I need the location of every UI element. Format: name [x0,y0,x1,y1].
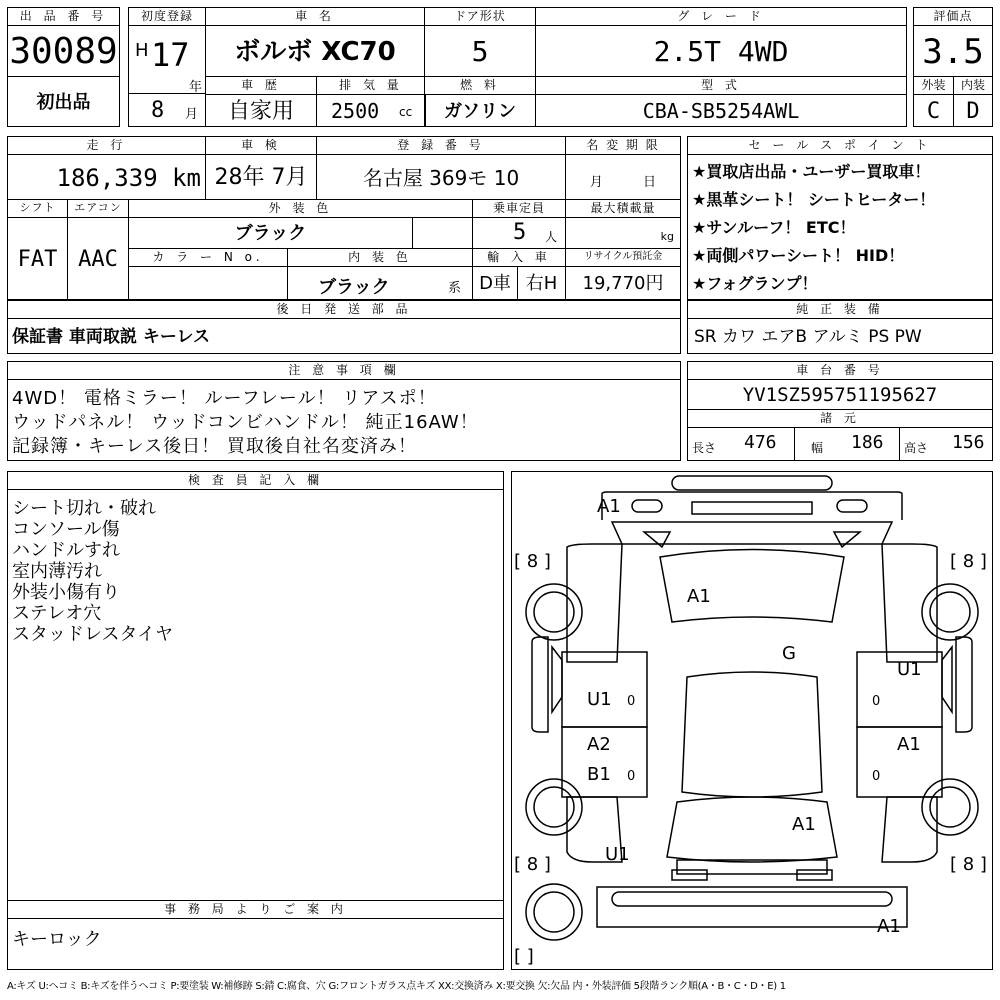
month-unit: 月 [185,107,199,122]
capacity-label: 乗車定員 [472,199,566,218]
damage-mark: A1 [597,496,621,517]
ext-grade: C [913,94,954,127]
fuel-label: 燃 料 [424,76,536,95]
first-registration-month [128,93,206,127]
sill-right [956,637,972,732]
wheel-rear-left-inner [534,787,574,827]
damage-mark: A1 [877,916,901,937]
sales-point: ★両側パワーシート！ HID！ [692,246,905,265]
tire-mark: [ 8 ] [514,854,551,875]
inspector-line: スタッドレスタイヤ [12,624,174,645]
ext-grade-label: 外装 [913,76,954,95]
damage-mark: G [782,643,796,664]
import-label: 輸 入 車 [472,248,566,267]
notes-label: 注 意 事 項 欄 [7,361,681,380]
damage-mark: A1 [792,814,816,835]
inspector-line: 室内薄汚れ [12,561,102,582]
model: CBA-SB5254AWL [535,94,907,127]
name-change-label: 名 変 期 限 [565,136,681,155]
sales-points-label: セ ー ル ス ポ イ ン ト [687,136,993,155]
ext-color: ブラック [128,217,413,249]
doors: 5 [424,25,536,77]
name-change: 月 日 [565,154,681,200]
displacement-unit: cc [399,105,413,119]
capacity: 5 [513,220,527,245]
inspector-line: コンソール傷 [12,519,120,540]
reg-month: 8 [151,98,165,123]
capacity-unit: 人 [545,230,558,244]
displacement-cell [316,94,426,127]
front-bumper-edge [672,476,832,490]
damage-mark: U1 [587,689,612,710]
wheel-rear-right-inner [930,787,970,827]
damage-mark: U1 [897,659,922,680]
recycle-label: リサイクル預託金 [565,248,681,267]
max-load-label: 最大積載量 [565,199,681,218]
wheel-front-right-inner [930,592,970,632]
rear-bumper [597,887,907,927]
later-parts: 保証書 車両取説 キーレス [7,318,681,354]
damage-mark: A1 [687,586,711,607]
damage-mark: A1 [897,734,921,755]
car-name-label: 車 名 [205,7,425,26]
ext-color-label: 外 装 色 [128,199,473,218]
sales-point: ★買取店出品・ユーザー買取車！ [692,162,931,181]
lot-number: 30089 [7,25,120,77]
car-diagram-svg [512,472,992,969]
inspector-notes [7,489,504,901]
rear-bumper-strip [612,892,892,906]
score: 3.5 [913,25,993,77]
tire-mark: [ 8 ] [514,551,551,572]
tire-mark: [ 8 ] [950,854,987,875]
max-load-unit: kg [660,230,674,243]
damage-mark: A2 [587,734,611,755]
note-line: 4WD！ 電格ミラー！ ルーフレール！ リアスポ！ [12,388,437,409]
displacement: 2500 [331,99,380,123]
front-bumper [602,492,902,520]
mileage: 186,339 km [7,154,206,200]
mirror-right [942,647,952,712]
sales-point: ★黒革シート！ シートヒーター！ [692,190,936,209]
color-no-label: カ ラ ー N o. [128,248,288,267]
lot-number-label: 出 品 番 号 [7,7,120,26]
car-name: ボルボ XC70 [205,25,425,77]
first-registration-label: 初度登録 [128,7,206,26]
score-label: 評価点 [913,7,993,26]
inspector-label: 検 査 員 記 入 欄 [7,471,504,490]
sales-point: ★フォグランプ！ [692,274,818,293]
wheel-front-left-inner [534,592,574,632]
door-label: ドア形状 [424,7,536,26]
front-fender-left [567,544,622,662]
damage-mark: U1 [605,844,630,865]
spec-length-label: 長さ [692,441,717,455]
color-no [128,266,288,300]
int-grade: D [953,94,993,127]
inspection-label: 車 検 [205,136,317,155]
first-listing: 初出品 [7,76,120,127]
model-label: 型 式 [535,76,907,95]
chassis-number: YV1SZ595751195627 [687,379,993,410]
tire-mark: [ ] [514,946,534,967]
history: 自家用 [205,94,317,127]
spare-tire-inner [534,892,574,932]
spec-length [687,427,795,461]
int-grade-label: 内装 [953,76,993,95]
chassis-label: 車 台 番 号 [687,361,993,380]
max-load [565,217,681,249]
ext-color-extra [412,217,473,249]
history-label: 車 歴 [205,76,317,95]
legend: A:キズ U:ヘコミ B:キズを伴うヘコミ P:要塗装 W:補修跡 S:錆 C:腐食、穴 G:フロントガラス点キズ XX:交換済み X:要交換 欠:欠品 内・外装評価 5段階ランク順(A・B・C・D・E) 1 [7,981,786,992]
notes [7,379,681,461]
condition-mark: 0 [627,769,636,784]
damage-diagram [511,471,993,970]
era: H [135,40,149,61]
shift: FAT [7,217,68,300]
spec-width [794,427,900,461]
mirror-left [552,647,562,712]
spec-width-value: 186 [851,432,884,453]
capacity-cell [472,217,566,249]
mileage-label: 走 行 [7,136,206,155]
shift-label: シフト [7,199,68,218]
condition-mark: 0 [627,694,636,709]
specs-label: 諸 元 [687,409,993,428]
ac: AAC [67,217,129,300]
front-fender-right [882,544,937,662]
tire-mark: [ 8 ] [950,551,987,572]
later-parts-label: 後 日 発 送 部 品 [7,300,681,319]
spec-height [899,427,993,461]
fuel: ガソリン [424,94,536,127]
inspector-line: ステレオ穴 [12,603,102,624]
int-color-cell [287,266,473,300]
import: D車 [472,266,518,300]
front-light-right [837,500,867,512]
equipment: SR カワ エアB アルミ PS PW [687,318,993,354]
office-label: 事 務 局 よ り ご 案 内 [7,900,504,919]
office-note: キーロック [7,918,504,970]
steering: 右H [517,266,566,300]
plate-label: 登 録 番 号 [316,136,566,155]
roof [682,672,822,797]
inspection: 28年 7月 [205,154,317,200]
recycle: 19,770円 [565,266,681,300]
grade: 2.5T 4WD [535,25,907,77]
rear-fender-right [882,797,937,862]
first-registration-year [128,25,206,94]
spec-length-value: 476 [744,432,777,453]
year-unit: 年 [189,80,203,94]
spec-height-value: 156 [952,432,985,453]
reg-year: 17 [151,36,190,74]
spec-height-label: 高さ [904,441,929,455]
condition-mark: 0 [872,769,881,784]
plate: 名古屋 369モ 10 [316,154,566,200]
sales-point: ★サンルーフ！ ETC！ [692,218,856,237]
front-grille [692,502,812,514]
sales-points [687,154,993,300]
int-color-label: 内 装 色 [287,248,473,267]
int-color-unit: 系 [448,281,462,296]
inspector-line: シート切れ・破れ [12,498,156,519]
damage-mark: B1 [587,764,611,785]
inspector-line: 外装小傷有り [12,582,120,603]
note-line: ウッドパネル！ ウッドコンビハンドル！ 純正16AW！ [12,412,479,433]
condition-mark: 0 [872,694,881,709]
note-line: 記録簿・キーレス後日！ 買取後自社名変済み！ [12,436,417,457]
spec-width-label: 幅 [811,441,824,455]
int-color: ブラック [318,277,390,298]
equipment-label: 純 正 装 備 [687,300,993,319]
grade-label: グ レ ー ド [535,7,907,26]
ac-label: エアコン [67,199,129,218]
displacement-label: 排 気 量 [316,76,426,95]
front-light-left [632,500,662,512]
inspector-line: ハンドルすれ [12,540,120,561]
sill-left [532,637,548,732]
